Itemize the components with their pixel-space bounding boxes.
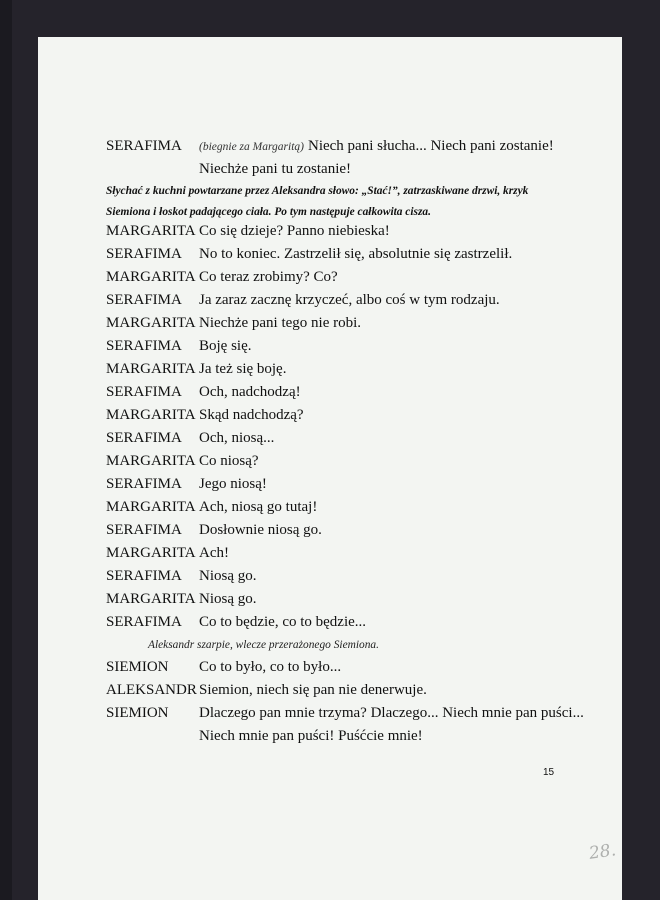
speaker-name: MARGARITA <box>106 545 196 561</box>
dialogue-line <box>38 614 622 636</box>
dialogue-line <box>38 223 622 245</box>
dialogue-line <box>38 315 622 337</box>
stage-direction-line: Aleksandr szarpie, wlecze przerażonego Siemiona. <box>148 639 379 651</box>
dialogue-line <box>38 384 622 406</box>
line-text: Ja zaraz zacznę krzyczeć, albo coś w tym rodzaju. <box>199 292 500 308</box>
speaker-name: MARGARITA <box>106 499 196 515</box>
speaker-name: SIEMION <box>106 705 169 721</box>
dialogue-line <box>38 705 622 727</box>
speaker-name: ALEKSANDR <box>106 682 197 698</box>
stage-direction-line: Siemiona i łoskot padającego ciała. Po tym następuje całkowita cisza. <box>106 206 431 218</box>
line-text: Boję się. <box>199 338 252 354</box>
speaker-name: SERAFIMA <box>106 568 182 584</box>
speaker-name: SIEMION <box>106 659 169 675</box>
speaker-name: MARGARITA <box>106 453 196 469</box>
line-text: Co teraz zrobimy? Co? <box>199 269 338 285</box>
line-text: Niosą go. <box>199 568 257 584</box>
line-text: Dosłownie niosą go. <box>199 522 322 538</box>
dialogue-line <box>38 568 622 590</box>
dialogue-line <box>38 522 622 544</box>
speaker-name: MARGARITA <box>106 269 196 285</box>
line-text <box>199 138 554 155</box>
speaker-name: SERAFIMA <box>106 246 182 262</box>
dialogue-line <box>38 499 622 521</box>
scan-background-edge <box>0 0 12 900</box>
line-text: Ja też się boję. <box>199 361 287 377</box>
dialogue-line <box>38 591 622 613</box>
speaker-name: SERAFIMA <box>106 292 182 308</box>
line-text: Co to będzie, co to będzie... <box>199 614 367 630</box>
dialogue-line <box>38 161 622 183</box>
dialogue-line <box>38 659 622 681</box>
line-text: Co niosą? <box>199 453 259 469</box>
line-text: Skąd nadchodzą? <box>199 407 304 423</box>
speaker-name: MARGARITA <box>106 361 196 377</box>
dialogue-line <box>38 728 622 750</box>
line-text-speech: Niech pani słucha... Niech pani zostanie! <box>307 138 554 154</box>
line-text: Niechże pani tego nie robi. <box>199 315 362 331</box>
line-text: Och, nadchodzą! <box>199 384 301 400</box>
speaker-name: SERAFIMA <box>106 338 182 354</box>
line-text: Co się dzieje? Panno niebieska! <box>199 223 390 239</box>
dialogue-line <box>38 269 622 291</box>
stage-direction-inline: (biegnie za Margaritą) <box>199 141 304 153</box>
dialogue-line <box>38 361 622 383</box>
speaker-name: SERAFIMA <box>106 430 182 446</box>
dialogue-line <box>38 682 622 704</box>
line-text: Och, niosą... <box>199 430 275 446</box>
speaker-name: MARGARITA <box>106 407 196 423</box>
stage-direction-line: Słychać z kuchni powtarzane przez Aleksandra słowo: „Stać!”, zatrzaskiwane drzwi, krzyk <box>106 185 529 197</box>
speaker-name: MARGARITA <box>106 223 196 239</box>
handwritten-archive-mark: 28. <box>587 840 618 864</box>
speaker-name: SERAFIMA <box>106 138 182 154</box>
speaker-name: MARGARITA <box>106 315 196 331</box>
line-text: Niosą go. <box>199 591 257 607</box>
line-text: Siemion, niech się pan nie denerwuje. <box>199 682 427 698</box>
dialogue-line <box>38 476 622 498</box>
dialogue-line <box>38 545 622 567</box>
line-text: Ach! <box>199 545 229 561</box>
speaker-name: SERAFIMA <box>106 614 182 630</box>
stage-direction-block <box>106 181 546 223</box>
dialogue-line <box>38 292 622 314</box>
speaker-name: MARGARITA <box>106 591 196 607</box>
dialogue-line <box>38 453 622 475</box>
dialogue-line <box>38 338 622 360</box>
line-text: Ach, niosą go tutaj! <box>199 499 318 515</box>
dialogue-line <box>38 430 622 452</box>
line-text: Jego niosą! <box>199 476 267 492</box>
page-number: 15 <box>543 767 555 778</box>
line-text: No to koniec. Zastrzelił się, absolutnie się zastrzelił. <box>199 246 513 262</box>
dialogue-line <box>38 246 622 268</box>
script-page <box>38 37 622 900</box>
line-text: Niechże pani tu zostanie! <box>199 161 352 177</box>
speaker-name: SERAFIMA <box>106 522 182 538</box>
speaker-name: SERAFIMA <box>106 384 182 400</box>
dialogue-line <box>38 407 622 429</box>
speaker-name: SERAFIMA <box>106 476 182 492</box>
line-text: Co to było, co to było... <box>199 659 342 675</box>
line-text: Dlaczego pan mnie trzyma? Dlaczego... Niech mnie pan puści... <box>199 705 584 721</box>
dialogue-line <box>38 138 622 160</box>
line-text: Niech mnie pan puści! Puśćcie mnie! <box>199 728 423 744</box>
